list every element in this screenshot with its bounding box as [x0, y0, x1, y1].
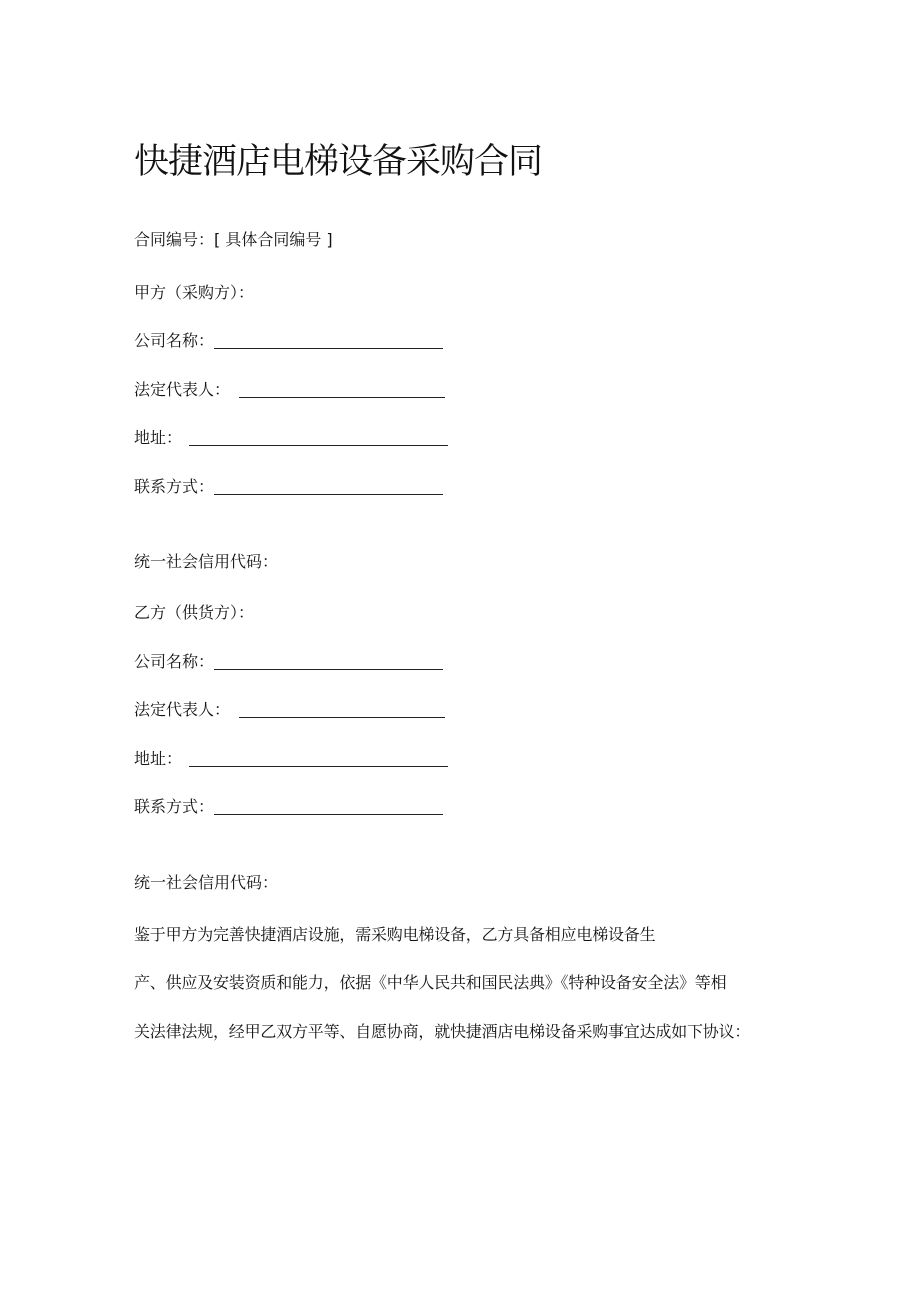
- party-a-legal-rep-blank[interactable]: [239, 381, 445, 398]
- party-b-contact-label: 联系方式：: [134, 797, 215, 816]
- party-a-address-field: [134, 427, 448, 449]
- party-b-legal-rep-field: [134, 699, 445, 721]
- party-b-address-field: [134, 748, 448, 770]
- contract-number-label: 合同编号：: [134, 230, 215, 249]
- party-a-contact-field: [134, 476, 443, 498]
- party-b-legal-rep-label: 法定代表人：: [134, 700, 231, 719]
- party-a-company-name-blank[interactable]: [214, 332, 443, 349]
- party-a-legal-rep-label: 法定代表人：: [134, 380, 231, 399]
- party-b-legal-rep-blank[interactable]: [239, 701, 445, 718]
- preamble-line-3: 关法律法规，经甲乙双方平等、自愿协商，就快捷酒店电梯设备采购事宜达成如下协议：: [134, 1022, 751, 1041]
- party-b-company-name-blank[interactable]: [214, 653, 443, 670]
- preamble-line-1: 鉴于甲方为完善快捷酒店设施，需采购电梯设备，乙方具备相应电梯设备生: [134, 925, 656, 944]
- contract-number-line: [134, 229, 333, 251]
- party-a-credit-code-label: 统一社会信用代码：: [134, 552, 279, 571]
- party-a-contact-blank[interactable]: [214, 478, 443, 495]
- party-b-address-label: 地址：: [134, 749, 183, 768]
- party-b-contact-field: [134, 796, 443, 818]
- preamble-line-2: 产、供应及安装资质和能力，依据《中华人民共和国民法典》《特种设备安全法》等相: [134, 973, 727, 992]
- party-a-contact-label: 联系方式：: [134, 477, 215, 496]
- party-a-company-name-field: [134, 330, 443, 352]
- party-a-address-blank[interactable]: [189, 429, 448, 446]
- party-b-company-name-label: 公司名称：: [134, 652, 215, 671]
- party-b-credit-code-label: 统一社会信用代码：: [134, 873, 279, 892]
- party-b-heading: 乙方（供货方）：: [134, 603, 255, 622]
- party-a-company-name-label: 公司名称：: [134, 331, 215, 350]
- party-a-heading: 甲方（采购方）：: [134, 283, 255, 302]
- party-b-address-blank[interactable]: [189, 750, 448, 767]
- party-b-contact-blank[interactable]: [214, 798, 443, 815]
- contract-number-value: [ 具体合同编号 ]: [214, 230, 333, 249]
- party-a-legal-rep-field: [134, 379, 445, 401]
- document-title: 快捷酒店电梯设备采购合同: [134, 142, 543, 182]
- party-b-company-name-field: [134, 651, 443, 673]
- party-a-address-label: 地址：: [134, 428, 183, 447]
